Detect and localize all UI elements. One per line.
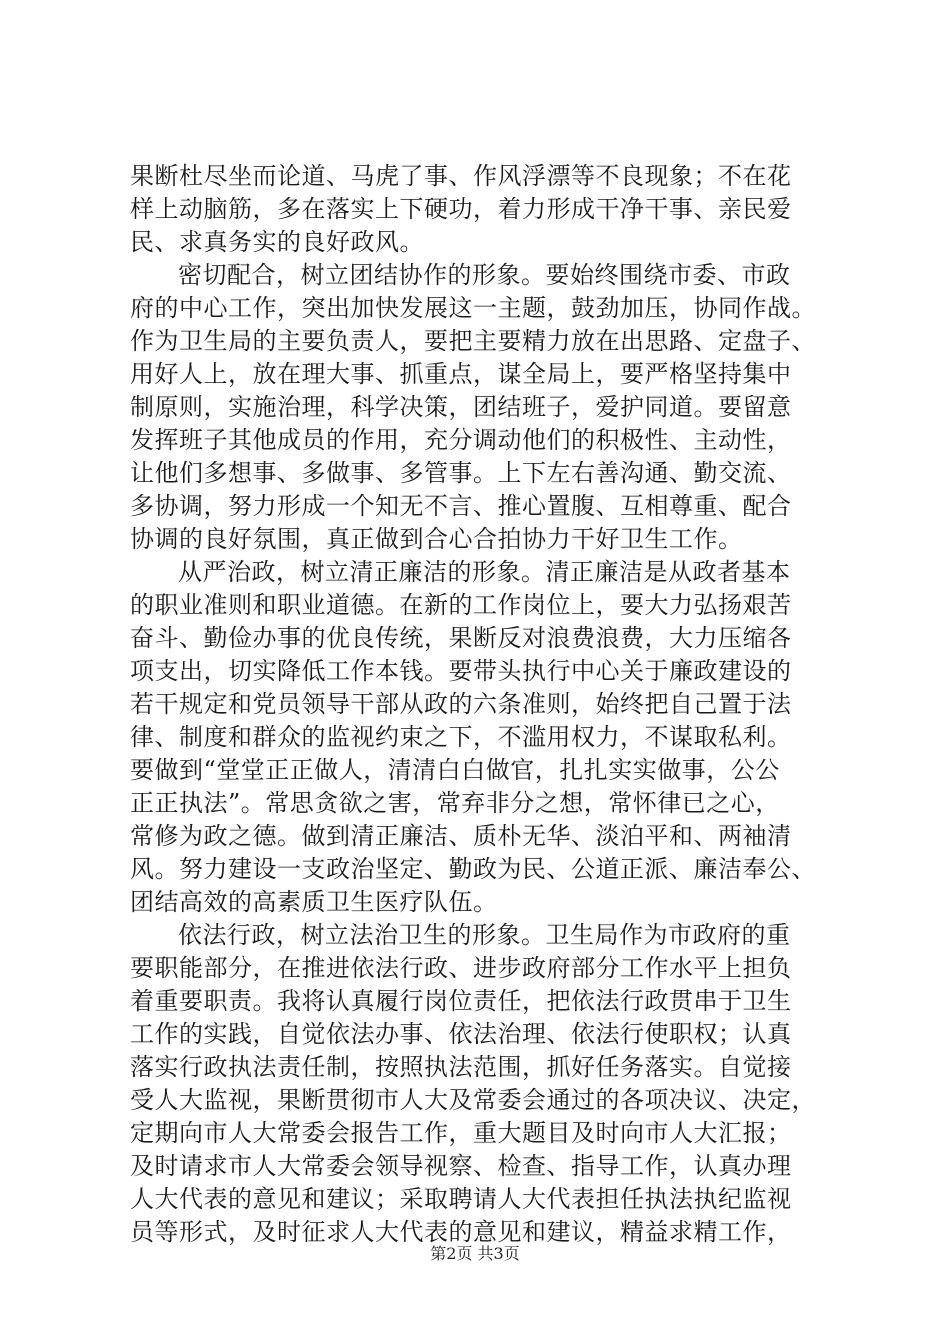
paragraph	[130, 259, 848, 556]
text-line: 的职业准则和职业道德。在新的工作岗位上，要大力弘扬艰苦	[130, 591, 792, 619]
text-line: 项支出，切实降低工作本钱。要带头执行中心关于廉政建设的	[130, 657, 792, 685]
text-line: 协调的良好氛围，真正做到合心合拍协力干好卫生工作。	[130, 525, 743, 553]
text-line: 工作的实践，自觉依法办事、依法治理、依法行使职权；认真	[130, 1020, 792, 1048]
text-line: 受人大监视，果断贯彻市人大及常委会通过的各项决议、决定，	[130, 1086, 816, 1114]
text-line: 律、制度和群众的监视约束之下，不滥用权力，不谋取私利。	[130, 723, 792, 751]
text-line: 用好人上，放在理大事、抓重点，谋全局上，要严格坚持集中	[130, 360, 792, 388]
page-number-footer: 第2页 共3页	[430, 1244, 520, 1263]
document-body	[130, 160, 848, 1249]
text-line: 定期向市人大常委会报告工作，重大题目及时向市人大汇报；	[130, 1119, 792, 1147]
text-line: 着重要职责。我将认真履行岗位责任，把依法行政贯串于卫生	[130, 987, 792, 1015]
text-line: 制原则，实施治理，科学决策，团结班子，爱护同道。要留意	[130, 393, 792, 421]
text-line: 落实行政执法责任制，按照执法范围，抓好任务落实。自觉接	[130, 1053, 792, 1081]
text-line: 及时请求市人大常委会领导视察、检查、指导工作，认真办理	[130, 1152, 792, 1180]
text-line: 团结高效的高素质卫生医疗队伍。	[130, 888, 498, 916]
paragraph	[130, 160, 848, 259]
text-line: 正正执法”。常思贪欲之害，常弃非分之想，常怀律已之心，	[130, 789, 780, 817]
text-line: 要职能部分，在推进依法行政、进步政府部分工作水平上担负	[130, 954, 792, 982]
text-line: 让他们多想事、多做事、多管事。上下左右善沟通、勤交流、	[130, 459, 792, 487]
text-line: 员等形式，及时征求人大代表的意见和建议，精益求精工作，	[130, 1218, 792, 1246]
paragraph	[130, 919, 848, 1249]
text-line: 密切配合，树立团结协作的形象。要始终围绕市委、市政	[178, 261, 791, 289]
text-line: 依法行政，树立法治卫生的形象。卫生局作为市政府的重	[178, 921, 791, 949]
text-line: 要做到“堂堂正正做人，清清白白做官，扎扎实实做事，公公	[130, 756, 780, 784]
text-line: 若干规定和党员领导干部从政的六条准则，始终把自己置于法	[130, 690, 792, 718]
paragraph	[130, 556, 848, 919]
text-line: 府的中心工作，突出加快发展这一主题，鼓劲加压，协同作战。	[130, 294, 816, 322]
text-line: 奋斗、勤俭办事的优良传统，果断反对浪费浪费，大力压缩各	[130, 624, 792, 652]
text-line: 从严治政，树立清正廉洁的形象。清正廉洁是从政者基本	[178, 558, 791, 586]
text-line: 样上动脑筋，多在落实上下硬功，着力形成干净干事、亲民爱	[130, 195, 792, 223]
text-line: 常修为政之德。做到清正廉洁、质朴无华、淡泊平和、两袖清	[130, 822, 792, 850]
text-line: 多协调，努力形成一个知无不言、推心置腹、互相尊重、配合	[130, 492, 792, 520]
text-line: 人大代表的意见和建议；采取聘请人大代表担任执法执纪监视	[130, 1185, 792, 1213]
text-line: 果断杜尽坐而论道、马虎了事、作风浮漂等不良现象；不在花	[130, 162, 792, 190]
text-line: 风。努力建设一支政治坚定、勤政为民、公道正派、廉洁奉公、	[130, 855, 816, 883]
text-line: 民、求真务实的良好政风。	[130, 228, 424, 256]
text-line: 作为卫生局的主要负责人，要把主要精力放在出思路、定盘子、	[130, 327, 816, 355]
text-line: 发挥班子其他成员的作用，充分调动他们的积极性、主动性，	[130, 426, 792, 454]
